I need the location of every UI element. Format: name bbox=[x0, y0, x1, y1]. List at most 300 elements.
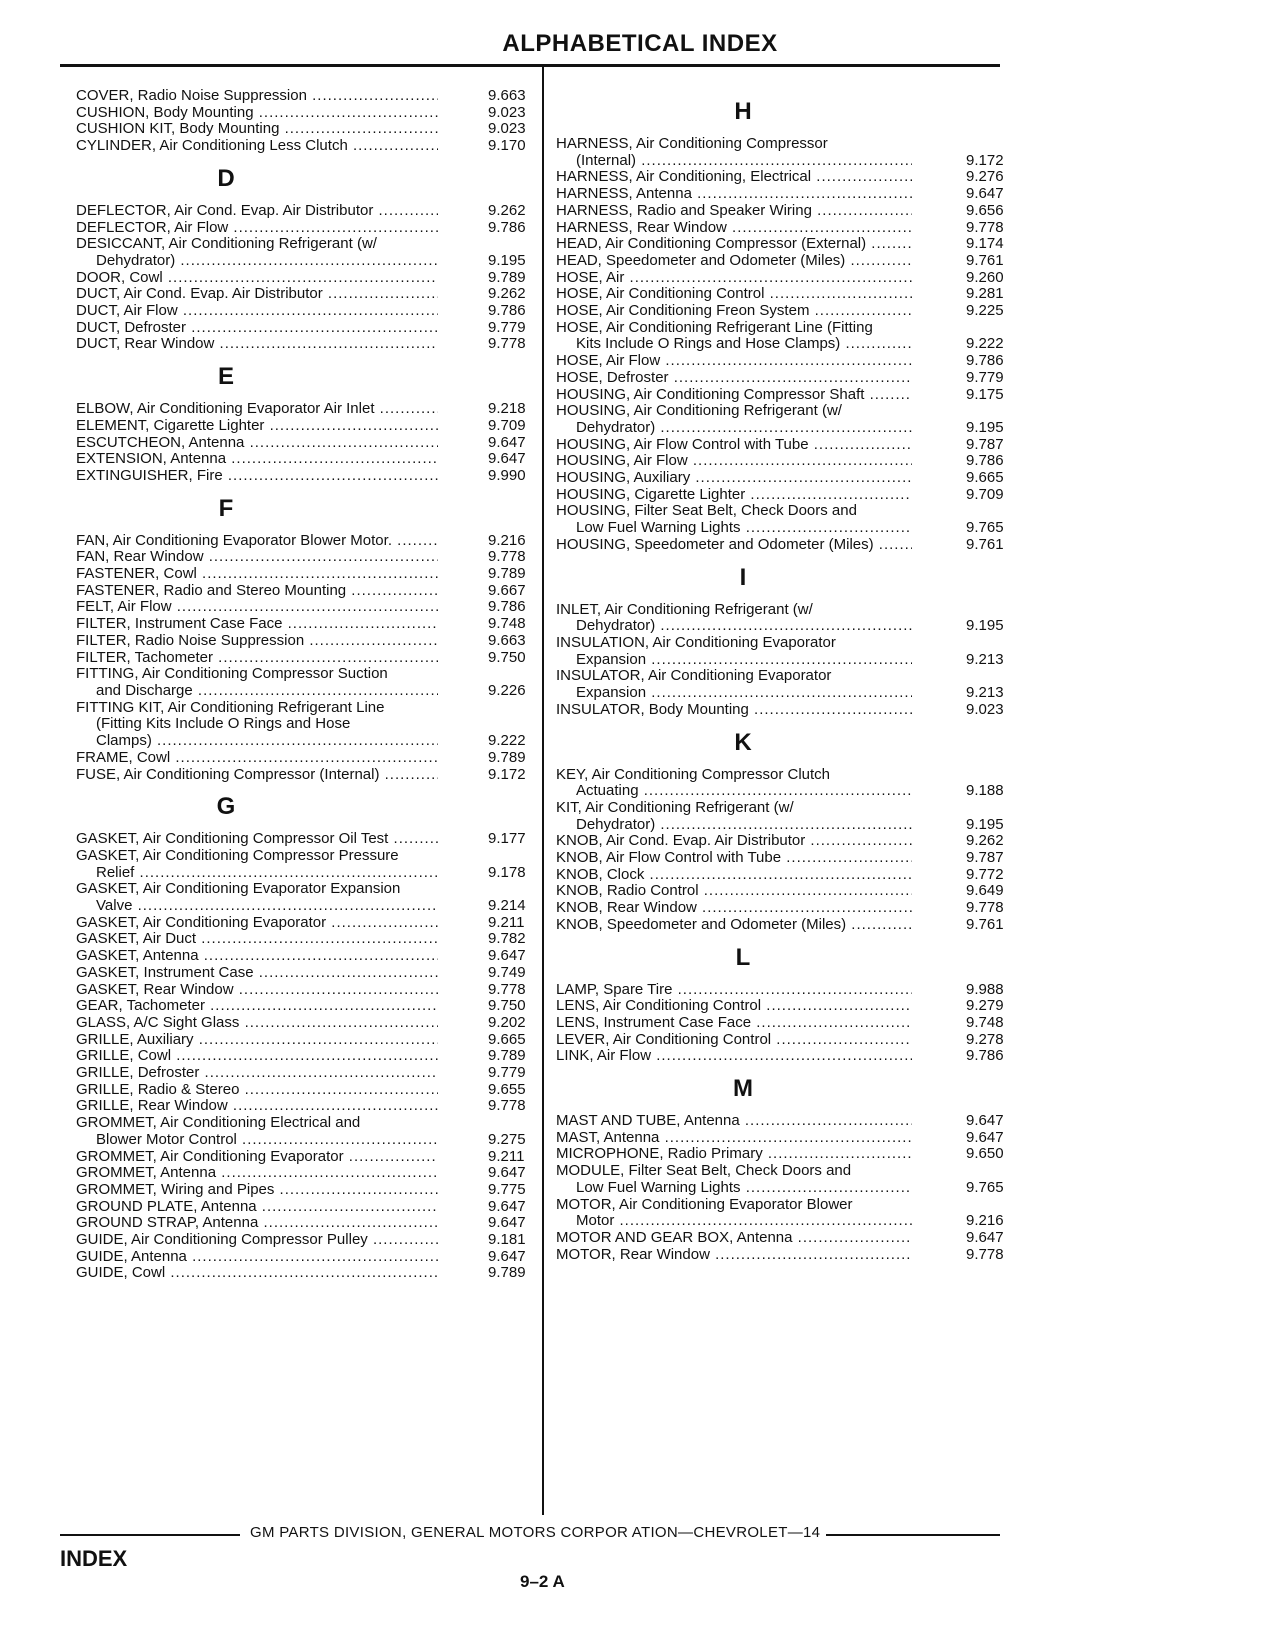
index-entry bbox=[76, 105, 536, 122]
entry-text: LENS, Air Conditioning Control ..... bbox=[556, 998, 912, 1015]
title-rule bbox=[60, 64, 1000, 67]
index-entry bbox=[76, 1065, 536, 1082]
entry-page-number: 9.023 bbox=[966, 700, 1004, 718]
index-entry bbox=[76, 468, 536, 485]
index-entry bbox=[556, 900, 1010, 917]
entry-page-number: 9.663 bbox=[488, 87, 526, 104]
entry-text: GRILLE, Auxiliary ..... bbox=[76, 1032, 438, 1049]
entry-text-line: FITTING, Air Conditioning Compressor Suction bbox=[76, 665, 388, 683]
entry-page-number: 9.761 bbox=[966, 535, 1004, 553]
index-entry bbox=[76, 583, 536, 600]
entry-text: GLASS, A/C Sight Glass ..... bbox=[76, 1015, 438, 1032]
entry-page-number: 9.778 bbox=[966, 1245, 1004, 1263]
entry-text: DUCT, Defroster ..... bbox=[76, 320, 438, 337]
entry-text: FELT, Air Flow ..... bbox=[76, 599, 438, 616]
entry-page-number: 9.778 bbox=[488, 548, 526, 566]
section-letter: E bbox=[217, 363, 234, 391]
index-entry bbox=[76, 848, 536, 881]
entry-page-number: 9.177 bbox=[488, 830, 526, 848]
entry-page-number: 9.787 bbox=[966, 849, 1004, 867]
entry-text: Blower Motor Control ..... bbox=[76, 1132, 438, 1149]
entry-text: MICROPHONE, Radio Primary ..... bbox=[556, 1146, 912, 1163]
index-entry bbox=[76, 767, 536, 784]
index-entry bbox=[556, 635, 1010, 668]
entry-text: FUSE, Air Conditioning Compressor (Internal) ..... bbox=[76, 767, 438, 784]
entry-text: GEAR, Tachometer ..... bbox=[76, 998, 438, 1015]
section-letter: K bbox=[734, 728, 752, 756]
index-entry bbox=[556, 453, 1010, 470]
entry-page-number: 9.023 bbox=[488, 103, 526, 121]
index-entry bbox=[556, 253, 1010, 270]
index-entry bbox=[76, 948, 536, 965]
entry-text: HOUSING, Auxiliary ..... bbox=[556, 470, 912, 487]
entry-page-number: 9.748 bbox=[966, 1013, 1004, 1031]
index-entry bbox=[76, 1032, 536, 1049]
entry-page-number: 9.262 bbox=[488, 201, 526, 219]
entry-page-number: 9.218 bbox=[488, 400, 526, 418]
section-letter: D bbox=[217, 164, 235, 192]
entry-text-line: HARNESS, Air Conditioning Compressor bbox=[556, 135, 828, 152]
index-entry bbox=[76, 336, 536, 353]
entry-page-number: 9.779 bbox=[966, 368, 1004, 386]
entry-text-line: HOUSING, Air Conditioning Refrigerant (w/ bbox=[556, 402, 842, 420]
entry-page-number: 9.779 bbox=[488, 1064, 526, 1082]
index-entry bbox=[556, 1230, 1010, 1247]
entry-page-number: 9.181 bbox=[488, 1231, 526, 1249]
entry-text: DEFLECTOR, Air Cond. Evap. Air Distributor ..... bbox=[76, 203, 438, 220]
entry-text: FASTENER, Cowl ..... bbox=[76, 566, 438, 583]
entry-page-number: 9.650 bbox=[966, 1145, 1004, 1163]
index-entry bbox=[76, 1048, 536, 1065]
index-entry bbox=[556, 1032, 1010, 1049]
entry-page-number: 9.213 bbox=[966, 684, 1004, 702]
index-entry bbox=[76, 915, 536, 932]
entry-page-number: 9.761 bbox=[966, 915, 1004, 933]
entry-text: DUCT, Air Cond. Evap. Air Distributor ..... bbox=[76, 286, 438, 303]
entry-page-number: 9.786 bbox=[488, 218, 526, 236]
entry-text: Dehydrator) ..... bbox=[556, 420, 912, 437]
entry-page-number: 9.772 bbox=[966, 865, 1004, 883]
entry-page-number: 9.647 bbox=[488, 1197, 526, 1215]
entry-text: ELEMENT, Cigarette Lighter ..... bbox=[76, 418, 438, 435]
index-entry bbox=[76, 320, 536, 337]
entry-page-number: 9.778 bbox=[966, 899, 1004, 917]
index-entry bbox=[76, 1165, 536, 1182]
entry-text: KNOB, Clock ..... bbox=[556, 867, 912, 884]
index-entry bbox=[76, 616, 536, 633]
index-entry bbox=[556, 917, 1010, 934]
entry-text: GASKET, Air Conditioning Compressor Oil Test ..... bbox=[76, 831, 438, 848]
entry-page-number: 9.749 bbox=[488, 963, 526, 981]
entry-text: LEVER, Air Conditioning Control ..... bbox=[556, 1032, 912, 1049]
entry-text: GASKET, Air Conditioning Evaporator ..... bbox=[76, 915, 438, 932]
entry-page-number: 9.656 bbox=[966, 201, 1004, 219]
entry-page-number: 9.655 bbox=[488, 1080, 526, 1098]
entry-text: DUCT, Rear Window ..... bbox=[76, 336, 438, 353]
entry-text: HARNESS, Antenna ..... bbox=[556, 186, 912, 203]
left-column bbox=[76, 88, 536, 1282]
entry-text: Dehydrator) ..... bbox=[76, 253, 438, 270]
index-entry bbox=[556, 1015, 1010, 1032]
entry-page-number: 9.750 bbox=[488, 997, 526, 1015]
entry-text: FILTER, Radio Noise Suppression ..... bbox=[76, 633, 438, 650]
entry-text: DEFLECTOR, Air Flow ..... bbox=[76, 220, 438, 237]
entry-text: LAMP, Spare Tire ..... bbox=[556, 982, 912, 999]
entry-page-number: 9.786 bbox=[966, 352, 1004, 370]
entry-text: FASTENER, Radio and Stereo Mounting ..... bbox=[76, 583, 438, 600]
index-entry bbox=[76, 220, 536, 237]
entry-page-number: 9.647 bbox=[488, 450, 526, 468]
entry-page-number: 9.665 bbox=[488, 1030, 526, 1048]
entry-text: Actuating ..... bbox=[556, 783, 912, 800]
index-entry bbox=[556, 353, 1010, 370]
entry-text: HEAD, Speedometer and Odometer (Miles) ..... bbox=[556, 253, 912, 270]
entry-page-number: 9.262 bbox=[488, 285, 526, 303]
footer-rule-right bbox=[826, 1534, 1000, 1536]
index-entry bbox=[556, 1113, 1010, 1130]
entry-text: EXTENSION, Antenna ..... bbox=[76, 451, 438, 468]
index-entry bbox=[76, 88, 536, 105]
index-entry bbox=[556, 286, 1010, 303]
entry-text: Motor ..... bbox=[556, 1213, 912, 1230]
entry-text: GASKET, Antenna ..... bbox=[76, 948, 438, 965]
index-entry bbox=[76, 998, 536, 1015]
entry-text: HOSE, Air Conditioning Control ..... bbox=[556, 286, 912, 303]
entry-page-number: 9.188 bbox=[966, 782, 1004, 800]
entry-text-line: GASKET, Air Conditioning Compressor Pressure bbox=[76, 846, 399, 864]
index-entry bbox=[556, 220, 1010, 237]
entry-text-line: INSULATION, Air Conditioning Evaporator bbox=[556, 633, 836, 651]
entry-page-number: 9.211 bbox=[488, 913, 525, 931]
entry-page-number: 9.195 bbox=[488, 251, 526, 269]
section-letter: H bbox=[734, 98, 752, 125]
entry-text-line: MOTOR, Air Conditioning Evaporator Blower bbox=[556, 1195, 853, 1213]
index-entry bbox=[556, 1163, 1010, 1196]
section-letter: I bbox=[739, 563, 747, 591]
entry-page-number: 9.279 bbox=[966, 997, 1004, 1015]
entry-page-number: 9.778 bbox=[488, 1097, 526, 1115]
entry-page-number: 9.786 bbox=[488, 302, 526, 320]
entry-text: GUIDE, Air Conditioning Compressor Pulley ..... bbox=[76, 1232, 438, 1249]
entry-text: LINK, Air Flow ..... bbox=[556, 1048, 912, 1065]
entry-page-number: 9.647 bbox=[966, 1112, 1004, 1130]
index-entry bbox=[556, 998, 1010, 1015]
index-entry bbox=[76, 650, 536, 667]
entry-page-number: 9.214 bbox=[488, 897, 526, 915]
entry-page-number: 9.778 bbox=[966, 218, 1004, 236]
index-entry bbox=[76, 700, 536, 750]
entry-page-number: 9.172 bbox=[488, 765, 526, 783]
index-entry bbox=[76, 1199, 536, 1216]
footer-rule-left bbox=[60, 1534, 240, 1536]
entry-text: Kits Include O Rings and Hose Clamps) ..... bbox=[556, 336, 912, 353]
entry-page-number: 9.750 bbox=[488, 648, 526, 666]
index-entry bbox=[76, 633, 536, 650]
entry-page-number: 9.663 bbox=[488, 631, 526, 649]
entry-page-number: 9.765 bbox=[966, 519, 1004, 537]
index-entry bbox=[556, 169, 1010, 186]
entry-text: CYLINDER, Air Conditioning Less Clutch ..... bbox=[76, 138, 438, 155]
entry-text: FRAME, Cowl ..... bbox=[76, 750, 438, 767]
index-entry bbox=[556, 487, 1010, 504]
entry-text: GROUND PLATE, Antenna ..... bbox=[76, 1199, 438, 1216]
entry-page-number: 9.172 bbox=[966, 151, 1004, 169]
section-letter: G bbox=[216, 793, 236, 821]
entry-page-number: 9.262 bbox=[966, 832, 1004, 850]
index-entry bbox=[556, 136, 1010, 169]
entry-page-number: 9.647 bbox=[488, 433, 526, 451]
entry-page-number: 9.778 bbox=[488, 980, 526, 998]
entry-page-number: 9.175 bbox=[966, 385, 1004, 403]
entry-page-number: 9.174 bbox=[966, 235, 1004, 253]
index-entry bbox=[556, 982, 1010, 999]
entry-text: KNOB, Air Flow Control with Tube ..... bbox=[556, 850, 912, 867]
section-label: INDEX bbox=[60, 1546, 128, 1571]
entry-text: HOUSING, Cigarette Lighter ..... bbox=[556, 487, 912, 504]
index-entry bbox=[76, 138, 536, 155]
index-entry bbox=[556, 270, 1010, 287]
entry-text: GRILLE, Defroster ..... bbox=[76, 1065, 438, 1082]
index-entry bbox=[76, 1182, 536, 1199]
entry-text: GROMMET, Antenna ..... bbox=[76, 1165, 438, 1182]
entry-text-line: GROMMET, Air Conditioning Electrical and bbox=[76, 1114, 361, 1132]
entry-text: INSULATOR, Body Mounting ..... bbox=[556, 702, 912, 719]
index-entry bbox=[76, 566, 536, 583]
entry-page-number: 9.786 bbox=[966, 452, 1004, 470]
entry-page-number: 9.789 bbox=[488, 748, 526, 766]
index-entry bbox=[556, 1048, 1010, 1065]
index-entry bbox=[556, 850, 1010, 867]
entry-text: EXTINGUISHER, Fire ..... bbox=[76, 468, 438, 485]
entry-page-number: 9.789 bbox=[488, 268, 526, 286]
index-entry bbox=[556, 867, 1010, 884]
entry-text: DOOR, Cowl ..... bbox=[76, 270, 438, 287]
entry-page-number: 9.222 bbox=[966, 335, 1004, 353]
entry-text: KNOB, Air Cond. Evap. Air Distributor ..... bbox=[556, 833, 912, 850]
entry-text-line: KEY, Air Conditioning Compressor Clutch bbox=[556, 765, 831, 783]
entry-text: ESCUTCHEON, Antenna ..... bbox=[76, 435, 438, 452]
entry-text: GASKET, Rear Window ..... bbox=[76, 982, 438, 999]
entry-page-number: 9.649 bbox=[966, 882, 1004, 900]
entry-text: GROMMET, Wiring and Pipes ..... bbox=[76, 1182, 438, 1199]
entry-page-number: 9.990 bbox=[488, 466, 526, 484]
entry-page-number: 9.709 bbox=[966, 485, 1004, 503]
entry-text-line: HOSE, Air Conditioning Refrigerant Line (Fitting bbox=[556, 318, 873, 336]
entry-text: HOUSING, Air Conditioning Compressor Shaft ..... bbox=[556, 387, 912, 404]
entry-page-number: 9.281 bbox=[966, 285, 1004, 303]
entry-text-line: KIT, Air Conditioning Refrigerant (w/ bbox=[556, 798, 794, 816]
index-entry bbox=[76, 931, 536, 948]
entry-text: GUIDE, Cowl ..... bbox=[76, 1265, 438, 1282]
entry-text: GUIDE, Antenna ..... bbox=[76, 1249, 438, 1266]
entry-text: HARNESS, Air Conditioning, Electrical ..... bbox=[556, 169, 912, 186]
entry-page-number: 9.778 bbox=[488, 335, 526, 353]
entry-text: HOSE, Air Conditioning Freon System ..... bbox=[556, 303, 912, 320]
page-title: ALPHABETICAL INDEX bbox=[502, 30, 778, 57]
index-entry bbox=[76, 965, 536, 982]
entry-page-number: 9.787 bbox=[966, 435, 1004, 453]
entry-text: Dehydrator) ..... bbox=[556, 817, 912, 834]
index-entry bbox=[76, 599, 536, 616]
entry-text: Clamps) ..... bbox=[76, 733, 438, 750]
entry-text: Relief ..... bbox=[76, 865, 438, 882]
page-number: 9–2 A bbox=[520, 1572, 565, 1591]
index-entry bbox=[556, 203, 1010, 220]
index-entry bbox=[76, 451, 536, 468]
entry-page-number: 9.225 bbox=[966, 302, 1004, 320]
entry-page-number: 9.226 bbox=[488, 681, 526, 699]
entry-page-number: 9.202 bbox=[488, 1013, 526, 1031]
entry-page-number: 9.748 bbox=[488, 615, 526, 633]
entry-text: GASKET, Instrument Case ..... bbox=[76, 965, 438, 982]
entry-text: MOTOR AND GEAR BOX, Antenna ..... bbox=[556, 1230, 912, 1247]
entry-text: HARNESS, Radio and Speaker Wiring ..... bbox=[556, 203, 912, 220]
index-entry bbox=[76, 1232, 536, 1249]
entry-text: GRILLE, Rear Window ..... bbox=[76, 1098, 438, 1115]
entry-page-number: 9.260 bbox=[966, 268, 1004, 286]
index-entry bbox=[76, 203, 536, 220]
entry-page-number: 9.275 bbox=[488, 1130, 526, 1148]
index-entry bbox=[556, 537, 1010, 554]
footer-text: GM PARTS DIVISION, GENERAL MOTORS CORPOR ATION—CHEVROLET—14 bbox=[250, 1524, 821, 1541]
entry-text: FILTER, Tachometer ..... bbox=[76, 650, 438, 667]
entry-text: HOUSING, Speedometer and Odometer (Miles) ..... bbox=[556, 537, 912, 554]
entry-text-line: DESICCANT, Air Conditioning Refrigerant (w/ bbox=[76, 235, 377, 253]
index-entry bbox=[556, 370, 1010, 387]
index-entry bbox=[556, 767, 1010, 800]
entry-text: GROUND STRAP, Antenna ..... bbox=[76, 1215, 438, 1232]
index-entry bbox=[76, 666, 536, 699]
entry-page-number: 9.170 bbox=[488, 137, 526, 155]
entry-page-number: 9.789 bbox=[488, 1047, 526, 1065]
index-entry bbox=[556, 883, 1010, 900]
entry-page-number: 9.709 bbox=[488, 416, 526, 434]
index-entry bbox=[556, 387, 1010, 404]
entry-page-number: 9.782 bbox=[488, 930, 526, 948]
index-entry bbox=[76, 549, 536, 566]
entry-page-number: 9.789 bbox=[488, 1264, 526, 1282]
index-entry bbox=[76, 286, 536, 303]
index-entry bbox=[76, 1082, 536, 1099]
index-entry bbox=[76, 982, 536, 999]
entry-text: HOSE, Air Flow ..... bbox=[556, 353, 912, 370]
entry-text-line: (Fitting Kits Include O Rings and Hose bbox=[96, 715, 351, 733]
entry-text: and Discharge ..... bbox=[76, 683, 438, 700]
entry-text: Valve ..... bbox=[76, 898, 438, 915]
index-entry bbox=[556, 602, 1010, 635]
index-entry bbox=[76, 1265, 536, 1282]
entry-page-number: 9.216 bbox=[488, 531, 526, 549]
entry-page-number: 9.647 bbox=[488, 947, 526, 965]
entry-text: Low Fuel Warning Lights ..... bbox=[556, 1180, 912, 1197]
index-entry bbox=[76, 881, 536, 914]
entry-text: Expansion ..... bbox=[556, 652, 912, 669]
entry-text: MAST AND TUBE, Antenna ..... bbox=[556, 1113, 912, 1130]
index-entry bbox=[76, 1098, 536, 1115]
index-entry bbox=[556, 1197, 1010, 1230]
index-entry bbox=[76, 831, 536, 848]
index-entry bbox=[556, 1130, 1010, 1147]
entry-text: FAN, Rear Window ..... bbox=[76, 549, 438, 566]
entry-text: KNOB, Rear Window ..... bbox=[556, 900, 912, 917]
entry-text: Expansion ..... bbox=[556, 685, 912, 702]
entry-text: Low Fuel Warning Lights ..... bbox=[556, 520, 912, 537]
entry-text: (Internal) ..... bbox=[556, 153, 912, 170]
index-entry bbox=[76, 435, 536, 452]
entry-text-line: FITTING KIT, Air Conditioning Refrigerant Line bbox=[76, 698, 385, 716]
entry-text: HOSE, Defroster ..... bbox=[556, 370, 912, 387]
entry-text: HOSE, Air ..... bbox=[556, 270, 912, 287]
index-entry bbox=[76, 401, 536, 418]
entry-page-number: 9.216 bbox=[966, 1212, 1004, 1230]
entry-page-number: 9.195 bbox=[966, 418, 1004, 436]
entry-page-number: 9.789 bbox=[488, 565, 526, 583]
index-entry bbox=[76, 1115, 536, 1148]
entry-page-number: 9.647 bbox=[966, 185, 1004, 203]
index-entry bbox=[556, 437, 1010, 454]
index-entry bbox=[556, 186, 1010, 203]
entry-page-number: 9.195 bbox=[966, 617, 1004, 635]
entry-page-number: 9.786 bbox=[488, 598, 526, 616]
entry-page-number: 9.276 bbox=[966, 168, 1004, 186]
index-entry bbox=[76, 270, 536, 287]
index-entry bbox=[556, 1146, 1010, 1163]
entry-text-line: INSULATOR, Air Conditioning Evaporator bbox=[556, 667, 832, 685]
entry-page-number: 9.178 bbox=[488, 863, 526, 881]
entry-page-number: 9.023 bbox=[488, 120, 526, 138]
entry-text: HARNESS, Rear Window ..... bbox=[556, 220, 912, 237]
entry-page-number: 9.765 bbox=[966, 1178, 1004, 1196]
entry-text-line: INLET, Air Conditioning Refrigerant (w/ bbox=[556, 600, 813, 618]
entry-text: MOTOR, Rear Window ..... bbox=[556, 1247, 912, 1264]
entry-text: DUCT, Air Flow ..... bbox=[76, 303, 438, 320]
index-entry bbox=[556, 1247, 1010, 1264]
entry-page-number: 9.647 bbox=[488, 1164, 526, 1182]
entry-page-number: 9.988 bbox=[966, 980, 1004, 998]
entry-text: GRILLE, Radio & Stereo ..... bbox=[76, 1082, 438, 1099]
entry-page-number: 9.761 bbox=[966, 251, 1004, 269]
index-entry bbox=[556, 800, 1010, 833]
index-entry bbox=[76, 750, 536, 767]
index-entry bbox=[76, 533, 536, 550]
index-entry bbox=[76, 121, 536, 138]
entry-text: MAST, Antenna ..... bbox=[556, 1130, 912, 1147]
entry-text: GRILLE, Cowl ..... bbox=[76, 1048, 438, 1065]
index-entry bbox=[556, 303, 1010, 320]
entry-page-number: 9.667 bbox=[488, 581, 526, 599]
section-letter: M bbox=[733, 1075, 753, 1103]
entry-text: KNOB, Speedometer and Odometer (Miles) ..... bbox=[556, 917, 912, 934]
index-entry bbox=[556, 503, 1010, 536]
index-entry bbox=[76, 303, 536, 320]
entry-text: LENS, Instrument Case Face ..... bbox=[556, 1015, 912, 1032]
index-entry bbox=[76, 1215, 536, 1232]
index-entry bbox=[556, 833, 1010, 850]
section-letter: L bbox=[735, 943, 751, 971]
section-letter: F bbox=[218, 494, 234, 522]
entry-text-line: HOUSING, Filter Seat Belt, Check Doors and bbox=[556, 502, 857, 520]
entry-text-line: GASKET, Air Conditioning Evaporator Expansion bbox=[76, 880, 401, 898]
entry-page-number: 9.213 bbox=[966, 650, 1004, 668]
entry-page-number: 9.211 bbox=[488, 1147, 525, 1165]
entry-text: CUSHION, Body Mounting ..... bbox=[76, 105, 438, 122]
index-entry bbox=[76, 418, 536, 435]
index-entry bbox=[556, 403, 1010, 436]
entry-text: HOUSING, Air Flow Control with Tube ..... bbox=[556, 437, 912, 454]
entry-page-number: 9.222 bbox=[488, 732, 526, 750]
entry-page-number: 9.665 bbox=[966, 469, 1004, 487]
entry-text: FAN, Air Conditioning Evaporator Blower Motor. ..... bbox=[76, 533, 438, 550]
